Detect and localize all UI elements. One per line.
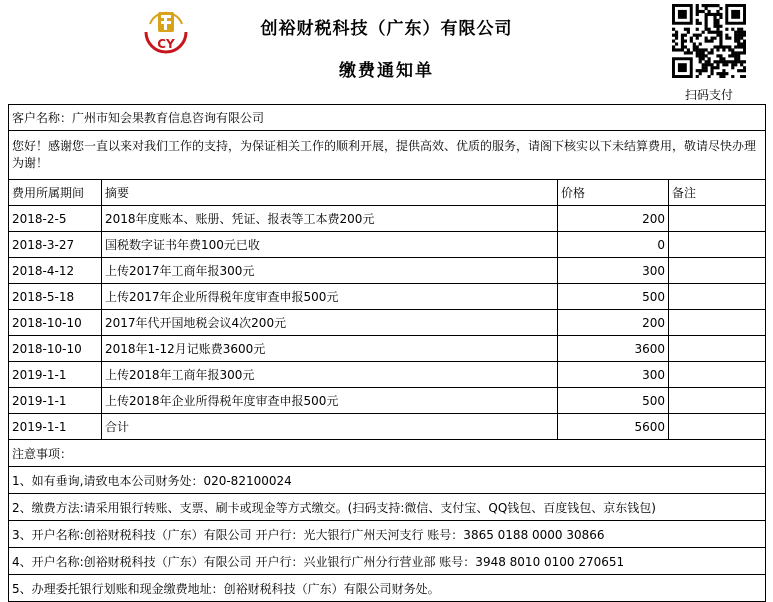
summary-cell: 国税数字证书年费100元已收 xyxy=(102,232,558,258)
note-cell xyxy=(669,414,766,440)
summary-cell: 2018年度账本、账册、凭证、报表等工本费200元 xyxy=(102,206,558,232)
summary-cell: 上传2018年工商年报300元 xyxy=(102,362,558,388)
total-row xyxy=(9,414,766,440)
price-cell: 500 xyxy=(558,388,669,414)
greeting-text: 您好！感谢您一直以来对我们工作的支持，为保证相关工作的顺利开展，提供高效、优质的服务，请阁下核实以下未结算费用，敬请尽快办理为谢！ xyxy=(9,131,766,180)
price-cell: 300 xyxy=(558,258,669,284)
greeting-row xyxy=(9,131,766,180)
table-header-row xyxy=(9,180,766,206)
note-cell xyxy=(669,284,766,310)
period-cell: 2018-10-10 xyxy=(9,336,102,362)
header-price: 价格 xyxy=(558,180,669,206)
qr-code-icon[interactable] xyxy=(672,4,746,78)
total-label: 合计 xyxy=(102,414,558,440)
price-cell: 3600 xyxy=(558,336,669,362)
period-cell: 2018-5-18 xyxy=(9,284,102,310)
period-cell: 2019-1-1 xyxy=(9,388,102,414)
note-item: 2、缴费方法:请采用银行转账、支票、刷卡或现金等方式缴交。(扫码支持:微信、支付宝、QQ钱包、百度钱包、京东钱包) xyxy=(9,494,766,521)
fee-notice-table xyxy=(8,104,766,602)
customer-name: 广州市知会果教育信息咨询有限公司 xyxy=(72,111,265,125)
price-cell: 200 xyxy=(558,206,669,232)
header-note: 备注 xyxy=(669,180,766,206)
customer-label: 客户名称： xyxy=(12,111,73,125)
period-cell: 2019-1-1 xyxy=(9,362,102,388)
note-item: 1、如有垂询,请致电本公司财务处：020-82100024 xyxy=(9,467,766,494)
note-cell xyxy=(669,388,766,414)
table-row xyxy=(9,258,766,284)
note-row xyxy=(9,467,766,494)
note-cell xyxy=(669,310,766,336)
price-cell: 0 xyxy=(558,232,669,258)
table-row xyxy=(9,336,766,362)
table-row xyxy=(9,232,766,258)
table-row xyxy=(9,284,766,310)
summary-cell: 上传2017年企业所得税年度审查申报500元 xyxy=(102,284,558,310)
note-cell xyxy=(669,206,766,232)
header-period: 费用所属期间 xyxy=(9,180,102,206)
header-summary: 摘要 xyxy=(102,180,558,206)
price-cell: 300 xyxy=(558,362,669,388)
note-row xyxy=(9,521,766,548)
note-item: 5、办理委托银行划账和现金缴费地址：创裕财税科技（广东）有限公司财务处。 xyxy=(9,575,766,602)
period-cell: 2019-1-1 xyxy=(9,414,102,440)
note-cell xyxy=(669,336,766,362)
table-row xyxy=(9,206,766,232)
table-row xyxy=(9,362,766,388)
note-item: 4、开户名称:创裕财税科技（广东）有限公司 开户行：兴业银行广州分行营业部 账号：3948 8010 0100 270651 xyxy=(9,548,766,575)
note-cell xyxy=(669,362,766,388)
table-row xyxy=(9,310,766,336)
customer-cell xyxy=(9,105,766,131)
notes-title-row xyxy=(9,440,766,467)
note-cell xyxy=(669,258,766,284)
period-cell: 2018-2-5 xyxy=(9,206,102,232)
note-row xyxy=(9,548,766,575)
qr-caption: 扫码支付 xyxy=(684,88,733,102)
customer-row xyxy=(9,105,766,131)
notice-header xyxy=(0,0,773,100)
summary-cell: 上传2017年工商年报300元 xyxy=(102,258,558,284)
note-row xyxy=(9,575,766,602)
note-cell xyxy=(669,232,766,258)
table-row xyxy=(9,388,766,414)
note-row xyxy=(9,494,766,521)
svg-text:CY: CY xyxy=(157,37,175,51)
notice-title: 缴费通知单 xyxy=(339,61,434,81)
total-price: 5600 xyxy=(558,414,669,440)
period-cell: 2018-3-27 xyxy=(9,232,102,258)
note-item: 3、开户名称:创裕财税科技（广东）有限公司 开户行：光大银行广州天河支行 账号：3865 0188 0000 30866 xyxy=(9,521,766,548)
notes-title: 注意事项： xyxy=(9,440,766,467)
summary-cell: 2017年代开国地税会议4次200元 xyxy=(102,310,558,336)
summary-cell: 2018年1-12月记账费3600元 xyxy=(102,336,558,362)
period-cell: 2018-4-12 xyxy=(9,258,102,284)
period-cell: 2018-10-10 xyxy=(9,310,102,336)
price-cell: 200 xyxy=(558,310,669,336)
company-name: 创裕财税科技（广东）有限公司 xyxy=(260,19,513,39)
price-cell: 500 xyxy=(558,284,669,310)
summary-cell: 上传2018年企业所得税年度审查申报500元 xyxy=(102,388,558,414)
